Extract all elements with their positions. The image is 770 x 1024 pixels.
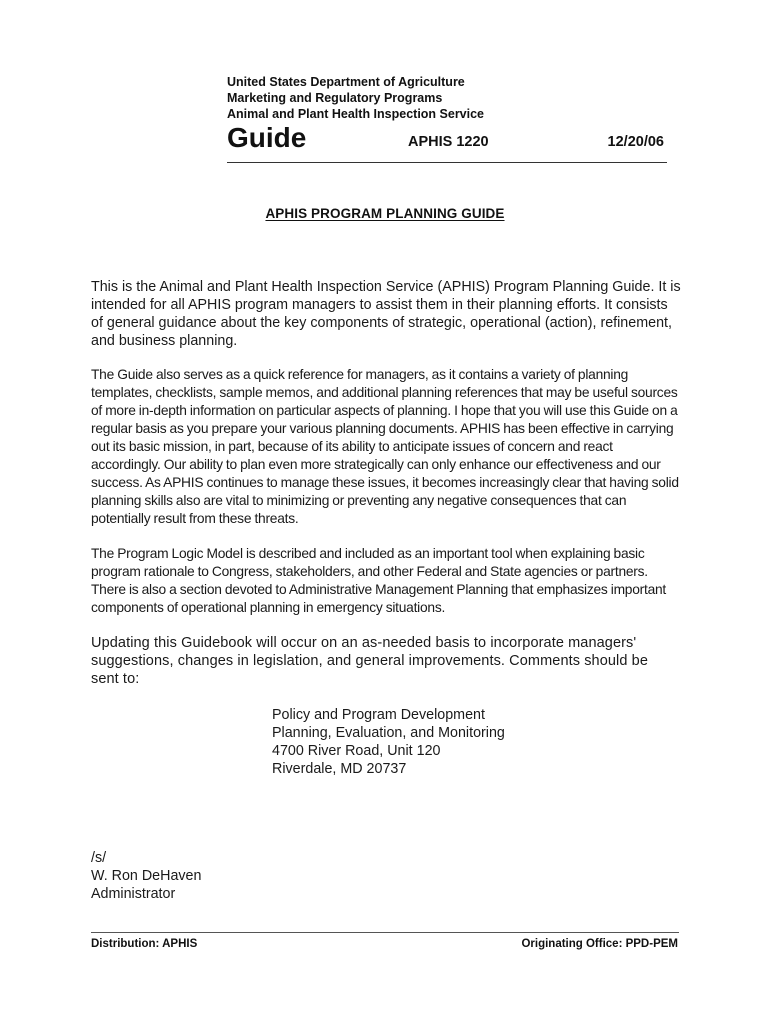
agency-line-service: Animal and Plant Health Inspection Service [227,107,485,121]
doc-number: APHIS 1220 [408,134,489,150]
agency-line-program: Marketing and Regulatory Programs [227,91,443,105]
doc-date: 12/20/06 [607,134,664,150]
agency-line-department: United States Department of Agriculture [227,75,465,89]
address-line-division: Planning, Evaluation, and Monitoring [272,725,505,741]
signer-role: Administrator [91,886,176,902]
paragraph-updating: Updating this Guidebook will occur on an as-needed basis to incorporate managers' suggestions, changes in legislation, and general improvements. Comments should be sent to: [91,635,648,687]
paragraph-quick-reference: The Guide also serves as a quick reference for managers, as it contains a variety of planning templates, checklists, sample memos, and additional planning references that may be useful sources of more in-depth information on particular aspects of planning. I hope that you will use this Guide on a regular basis as you prepare your various planning documents. APHIS has been effective in carrying out its basic mission, in part, because of its ability to anticipate issues of concern and react accordingly. Our ability to plan even more strategically can only enhance our effectiveness and our success. As APHIS continues to manage these issues, it becomes increasingly clear that having solid planning skills also are vital to minimizing or preventing any negative consequences that can potentially result from these threats. [91,367,679,526]
paragraph-intro: This is the Animal and Plant Health Inspection Service (APHIS) Program Planning Guide. It is intended for all APHIS program managers to assist them in their planning efforts. It consists of general guidance about the key components of strategic, operational (action), refinement, and business planning. [91,279,681,349]
signature-mark: /s/ [91,850,107,866]
document-header-row [227,122,667,158]
footer-originating-office: Originating Office: PPD-PEM [521,938,678,950]
footer-distribution: Distribution: APHIS [91,938,198,950]
signer-name: W. Ron DeHaven [91,868,202,884]
document-title-text: APHIS PROGRAM PLANNING GUIDE [265,206,505,221]
agency-block [227,74,484,122]
header-divider [227,162,667,163]
doc-type-label: Guide [227,122,307,153]
address-line-street: 4700 River Road, Unit 120 [272,743,441,759]
document-title [0,206,770,221]
footer-divider [91,932,679,933]
paragraph-logic-model: The Program Logic Model is described and included as an important tool when explaining basic program rationale to Congress, stakeholders, and other Federal and State agencies or partners. There is also a section devoted to Administrative Management Planning that emphasizes important components of operational planning in emergency situations. [91,546,667,615]
signature-block [91,849,201,903]
address-line-office: Policy and Program Development [272,707,485,723]
address-line-city: Riverdale, MD 20737 [272,761,407,777]
mailing-address [272,706,505,778]
